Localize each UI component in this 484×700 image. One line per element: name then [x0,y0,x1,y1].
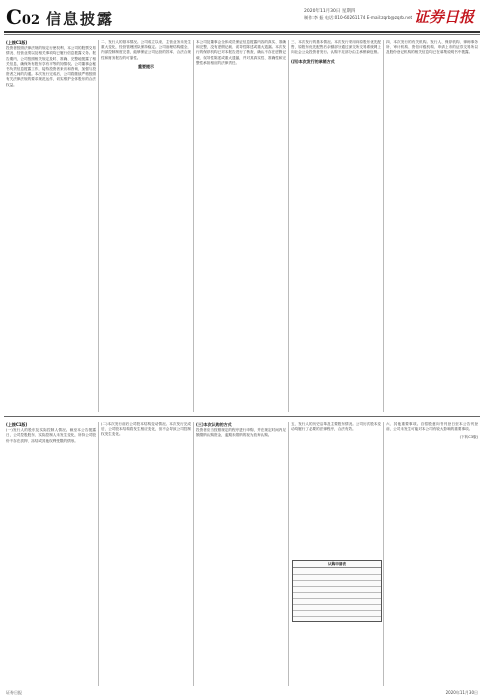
column-divider [98,422,99,686]
article-separator [4,416,480,417]
column-body: (一)发行人的股东及实际控制人情况。截至本公告披露日，公司控股股东、实际控制人未发生变化，所持公司股份不存在质押、冻结或其他权利受限的情形。 [6,428,96,443]
article-top-column-4 [291,40,381,412]
subscription-form-table [292,560,382,622]
column-divider [193,422,194,686]
article-bottom-column-2 [101,422,191,686]
article-top-column-1 [6,40,96,412]
column-heading: (上接C1版) [6,422,28,427]
column-heading: 重要提示 [138,63,154,69]
column-divider [383,422,384,686]
column-divider [288,422,289,686]
column-body: (二)本次发行前后公司股本结构变动情况。本次发行完成后，公司股本结构将发生相应变化，但不会导致公司控制权发生变化。 [101,422,191,437]
masthead-rule-thin [4,34,480,35]
article-bottom-column-1 [6,422,96,686]
article-bottom-column-4 [291,422,381,686]
article-bottom-column-3 [196,422,286,686]
article-top-column-5 [386,40,478,412]
footer-date: 2020年11月30日 [445,690,478,695]
page-number [6,6,40,32]
footer-publication: 证券日报 [6,690,22,695]
newspaper-logo: 证券日报 [413,8,474,26]
issue-date: 2020年11月30日 星期四 [304,9,356,14]
column-body: 投资者应当按照规定的程序进行申购，并在规定时间内足额缴纳认购资金，逾期未缴纳的视为放弃认购。 [196,428,286,438]
column-body: 三、本次发行的基本情况。本次发行采用向原股东优先配售，原股东优先配售后余额部分通过深交所交易系统网上向社会公众投资者发行。认购不足部分由主承销商包销。 [291,40,381,55]
page-digits: 02 [21,13,41,28]
page-letter: C [6,5,22,29]
section-title: 信息披露 [46,10,115,28]
continuation-note: (下转C3版) [459,435,478,440]
column-body: 投资者按照法律法规的规定行使权利，本公司的股票交易情况、经营业绩以及相关事项均已履行信息披露义务。报告期内，公司按照相关规定及时、准确、完整地披露了相关信息，确保所有股东享有平等的知情权。公司董事会秘书负责信息披露工作，接待投资者来访和咨询，加强与投资者之间的沟通。本次发行完成后，公司将继续严格按照有关法律法规的要求规范运作，切实维护全体股东的合法权益。 [6,46,96,87]
column-divider [98,40,99,412]
masthead [4,6,480,30]
article-bottom-column-5 [386,422,478,686]
column-body: 本公司及董事会全体成员保证信息披露内容的真实、准确和完整，没有虚假记载、误导性陈述或重大遗漏。本次发行的保荐机构已对本报告进行了核查，确认不存在虚假记载、误导性陈述或重大遗漏，并对其真实性、准确性和完整性承担相应的法律责任。 [196,40,286,65]
column-divider [193,40,194,412]
column-body: 五、发行人的历史沿革及主要股东情况。公司历次股本变动均履行了必要的法律程序，合法有效。 [291,422,381,432]
column-body: 六、其他重要事项。自招股意向书刊登日至本公告刊登前，公司未发生可能对本公司有较大影响的重要事项。 [386,422,478,432]
column-body: 二、发行人的基本情况。公司成立以来，主营业务未发生重大变化，经营管理团队保持稳定。公司治理结构健全，内部控制制度完善，能够保证公司运营的效率、合法合规性和财务报告的可靠性。 [101,40,191,60]
column-divider [288,40,289,412]
column-heading: (上接C1版) [6,40,28,45]
column-divider [383,40,384,412]
column-heading: (四)本次发行的承销方式 [291,58,335,64]
column-body: 四、本次发行的有关机构。发行人、保荐机构、律师事务所、审计机构、资信评级机构、申请上市的证券交易所以及股份登记机构的相关信息均已在募集说明书中披露。 [386,40,478,55]
article-top-column-2 [101,40,191,412]
form-title: 认购申请表 [293,561,381,568]
column-heading: (三)本次认购的方式 [196,422,232,427]
editor-line: 制作:李 振 电话:010-60261174 E-mail:zqrb@zqrb.net [304,15,413,20]
form-row [293,617,381,622]
article-top-column-3 [196,40,286,412]
masthead-rule-thick [4,31,480,33]
